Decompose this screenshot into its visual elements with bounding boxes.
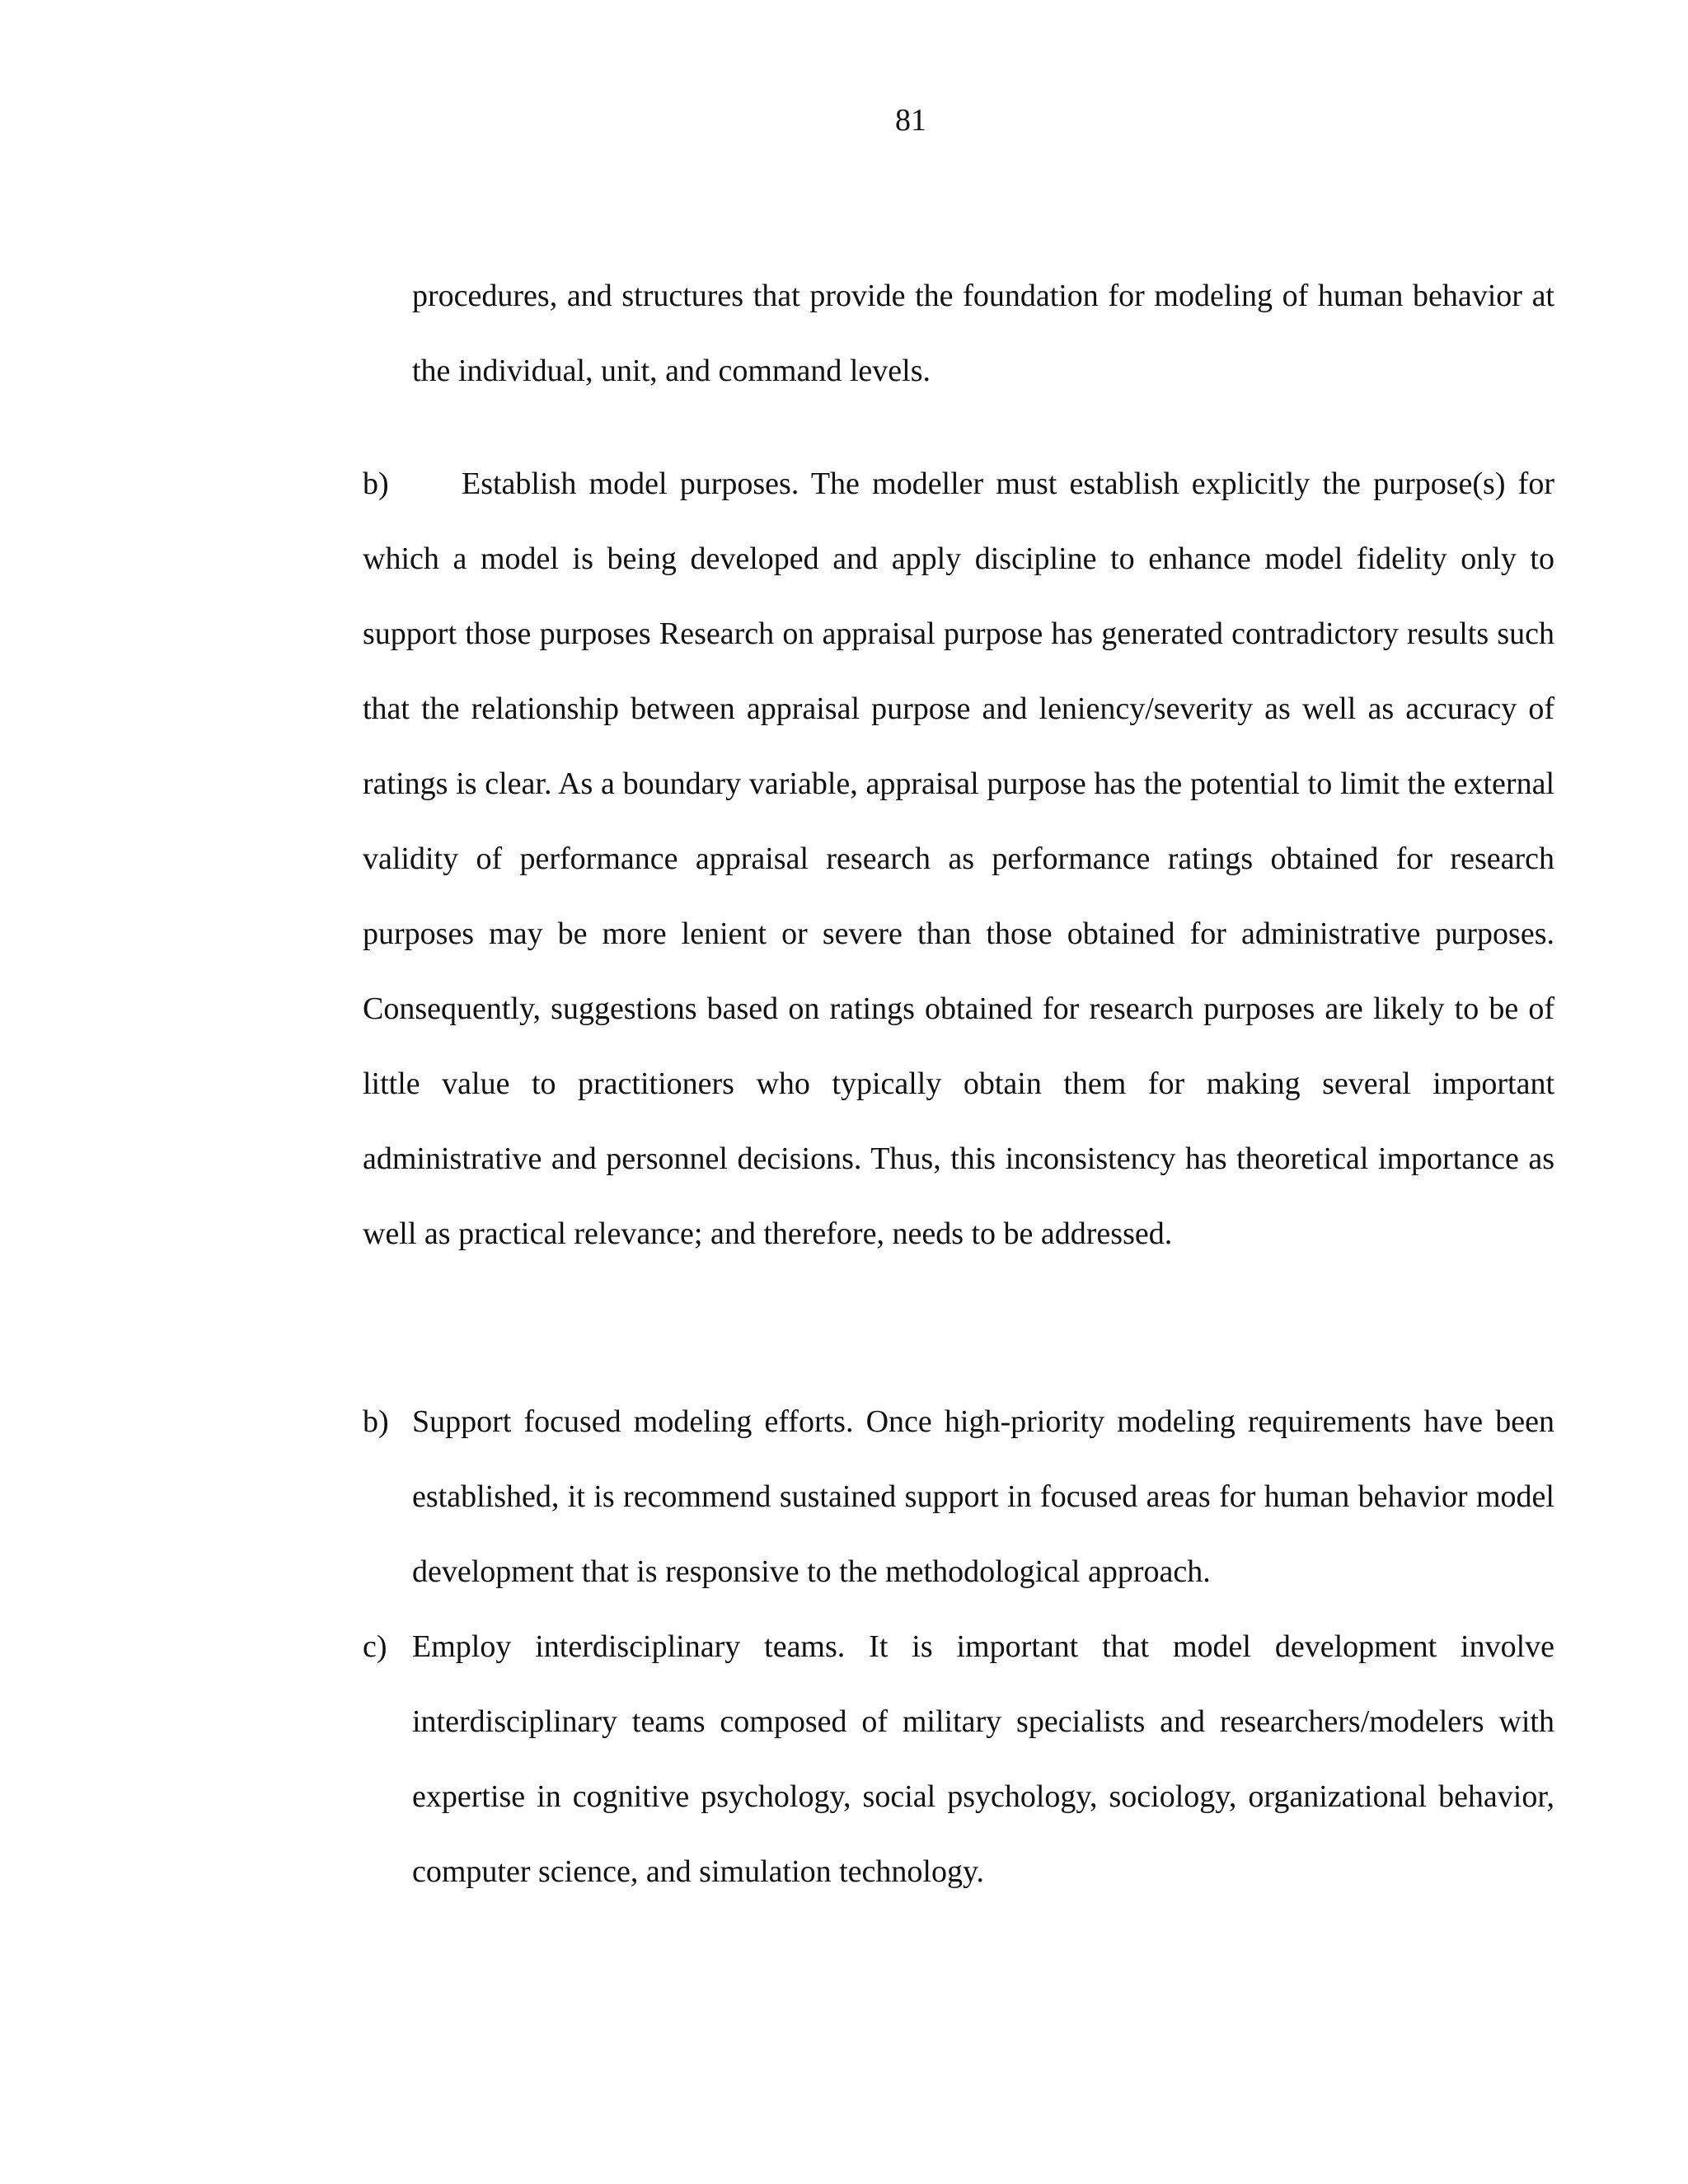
list-item-label: b) <box>363 1404 389 1439</box>
paragraph-establish-model-purposes <box>363 447 1554 1272</box>
list-item <box>363 1385 1554 1610</box>
page-number: 81 <box>895 103 926 138</box>
list-item-text: Employ interdisciplinary teams. It is important that model development involve interdisciplinary teams composed of military specialists and researchers/modelers with expertise in cognitive psychology, social psychology, sociology, organizational behavior, computer science, and simulation technology. <box>412 1629 1554 1889</box>
recommendation-list <box>363 1385 1554 1910</box>
list-item <box>363 1610 1554 1910</box>
paragraph-body: Establish model purposes. The modeller must establish explicitly the purpose(s) for which a model is being developed and apply discipline to enhance model fidelity only to support those purposes Research on appraisal purpose has generated contradictory results such that the relationship between appraisal purpose and leniency/severity as well as accuracy of ratings is clear. As a boundary variable, appraisal purpose has the potential to limit the external validity of performance appraisal research as performance ratings obtained for research purposes may be more lenient or severe than those obtained for administrative purposes. Consequently, suggestions based on ratings obtained for research purposes are likely to be of little value to practitioners who typically obtain them for making several important administrative and personnel decisions. Thus, this inconsistency has theoretical importance as well as practical relevance; and therefore, needs to be addressed. <box>363 466 1554 1251</box>
paragraph-label: b) <box>363 466 389 501</box>
list-item-text: Support focused modeling efforts. Once high-priority modeling requirements have been established, it is recommend sustained support in focused areas for human behavior model development that is responsive to the methodological approach. <box>412 1404 1554 1589</box>
list-item-label: c) <box>363 1629 387 1664</box>
continuation-paragraph: procedures, and structures that provide the foundation for modeling of human behavior at the individual, unit, and command levels. <box>412 279 1554 388</box>
